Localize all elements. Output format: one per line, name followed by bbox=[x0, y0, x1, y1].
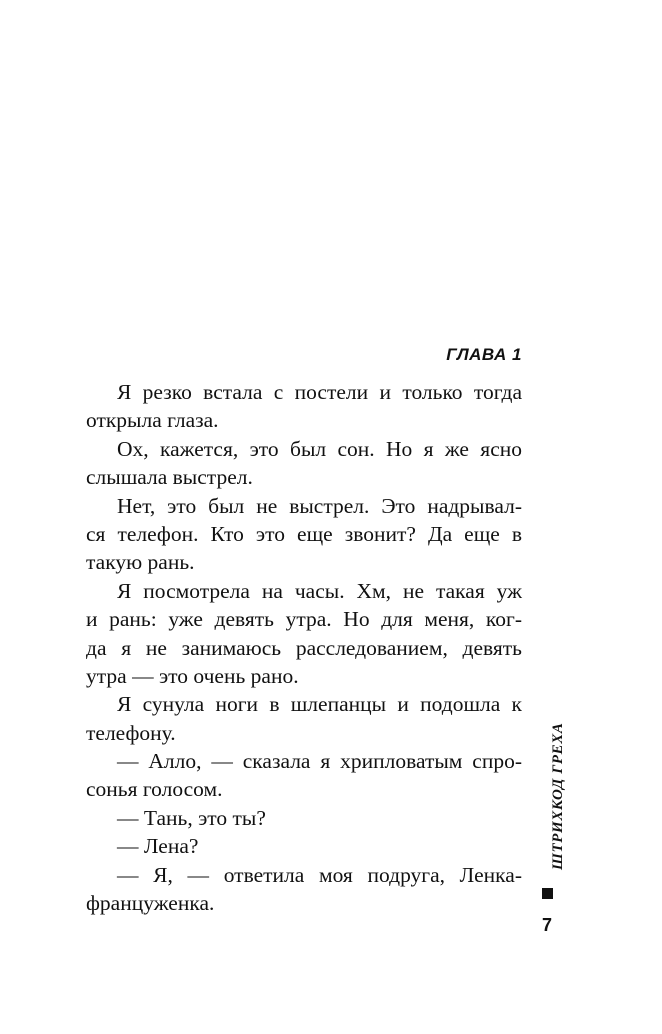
text-line: сонья голосом. bbox=[86, 777, 223, 802]
text-line: Ох, кажется, это был сон. Но я же ясно bbox=[117, 436, 522, 461]
text-line: телефону. bbox=[86, 720, 176, 745]
text-line: — Алло, — сказала я хрипловатым спро- bbox=[117, 749, 522, 774]
running-book-title: ШТРИХКОД ГРЕХА bbox=[550, 722, 566, 870]
text-line: Я резко встала с постели и только тогда bbox=[117, 380, 522, 404]
text-line: ся телефон. Кто это еще звонит? Да еще в bbox=[86, 521, 522, 546]
text-line: открыла глаза. bbox=[86, 408, 219, 433]
text-line: — Я, — ответила моя подруга, Ленка- bbox=[117, 862, 522, 887]
text-line: Я посмотрела на часы. Хм, не такая уж bbox=[117, 578, 522, 603]
square-marker-icon bbox=[542, 888, 553, 899]
text-line: — Лена? bbox=[117, 834, 199, 859]
text-line: и рань: уже девять утра. Но для меня, ког- bbox=[86, 607, 522, 632]
text-line: слышала выстрел. bbox=[86, 465, 253, 490]
page-number: 7 bbox=[542, 915, 553, 935]
text-line: — Тань, это ты? bbox=[117, 805, 266, 830]
text-line: Я сунула ноги в шлепанцы и подошла к bbox=[117, 692, 522, 717]
chapter-title: ГЛАВА 1 bbox=[446, 345, 522, 364]
text-line: утра — это очень рано. bbox=[86, 663, 299, 688]
text-line: француженка. bbox=[86, 891, 215, 916]
text-line: такую рань. bbox=[86, 550, 195, 575]
text-line: да я не занимаюсь расследованием, девять bbox=[86, 635, 522, 660]
body-text bbox=[86, 378, 522, 917]
text-line: Нет, это был не выстрел. Это надрывал- bbox=[117, 493, 522, 518]
